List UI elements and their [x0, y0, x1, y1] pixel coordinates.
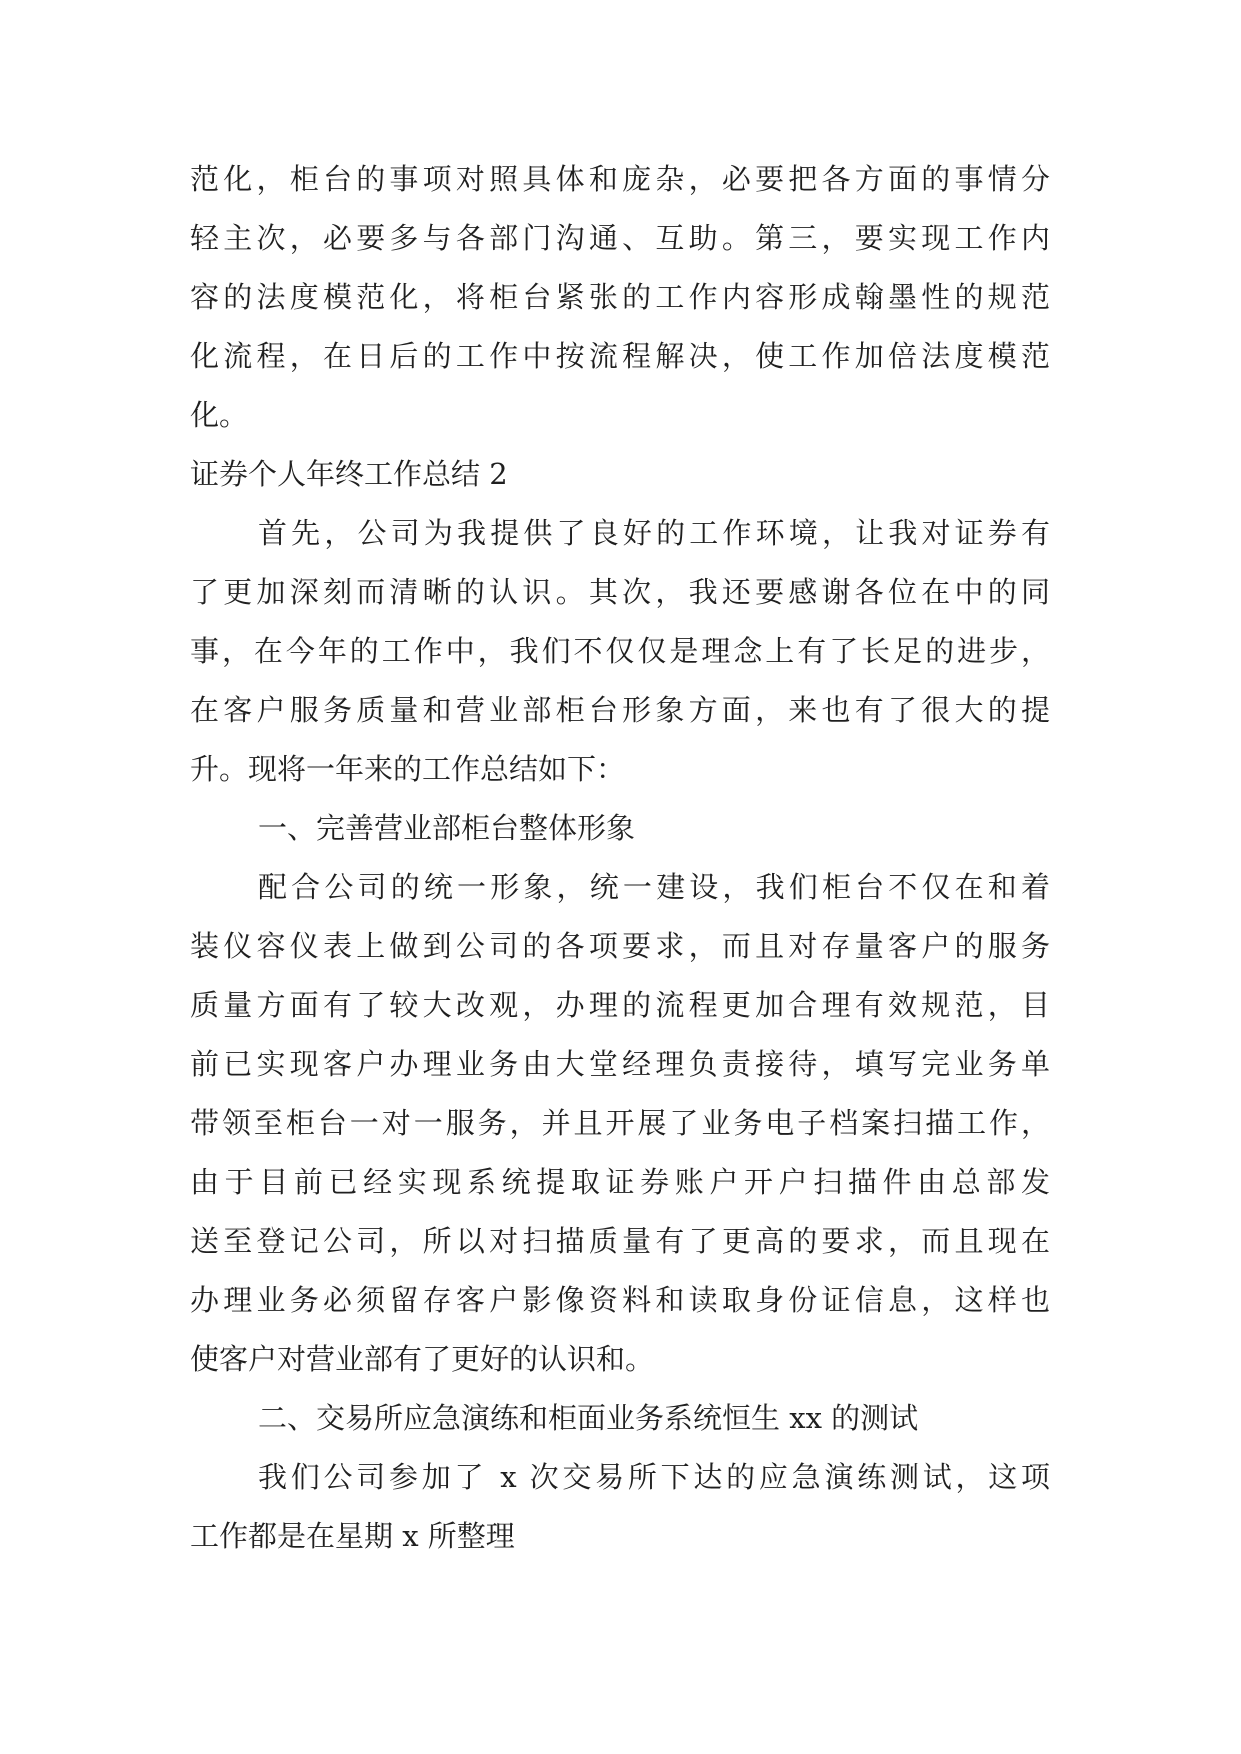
paragraph-line: 化。 — [190, 398, 249, 432]
paragraph-line: 轻主次，必要多与各部门沟通、互助。第三，要实现工作内 — [190, 221, 1050, 255]
paragraph-line: 由于目前已经实现系统提取证券账户开户扫描件由总部发 — [190, 1165, 1050, 1199]
document-body — [190, 150, 1050, 1566]
paragraph-line: 使客户对营业部有了更好的认识和。 — [190, 1342, 655, 1376]
paragraph-line: 化流程，在日后的工作中按流程解决，使工作加倍法度模范 — [190, 339, 1050, 373]
paragraph-line: 我们公司参加了 x 次交易所下达的应急演练测试，这项 — [258, 1460, 1050, 1494]
paragraph-line: 了更加深刻而清晰的认识。其次，我还要感谢各位在中的同 — [190, 575, 1050, 609]
paragraph-line: 首先，公司为我提供了良好的工作环境，让我对证券有 — [258, 516, 1050, 550]
paragraph-line: 在客户服务质量和营业部柜台形象方面，来也有了很大的提 — [190, 693, 1050, 727]
subsection-heading: 二、交易所应急演练和柜面业务系统恒生 xx 的测试 — [258, 1401, 919, 1435]
paragraph-line: 配合公司的统一形象，统一建设，我们柜台不仅在和着 — [258, 870, 1050, 904]
paragraph-line: 工作都是在星期 x 所整理 — [190, 1519, 515, 1553]
section-title: 证券个人年终工作总结 2 — [190, 457, 508, 491]
paragraph-line: 升。现将一年来的工作总结如下： — [190, 752, 626, 786]
paragraph-line: 质量方面有了较大改观，办理的流程更加合理有效规范，目 — [190, 988, 1050, 1022]
paragraph-line: 装仪容仪表上做到公司的各项要求，而且对存量客户的服务 — [190, 929, 1050, 963]
subsection-heading: 一、完善营业部柜台整体形象 — [258, 811, 636, 845]
paragraph-line: 办理业务必须留存客户影像资料和读取身份证信息，这样也 — [190, 1283, 1050, 1317]
paragraph-line: 范化，柜台的事项对照具体和庞杂，必要把各方面的事情分 — [190, 162, 1050, 196]
paragraph-line: 事，在今年的工作中，我们不仅仅是理念上有了长足的进步， — [190, 634, 1050, 668]
paragraph-line: 送至登记公司，所以对扫描质量有了更高的要求，而且现在 — [190, 1224, 1050, 1258]
paragraph-line: 前已实现客户办理业务由大堂经理负责接待，填写完业务单 — [190, 1047, 1050, 1081]
paragraph-line: 容的法度模范化，将柜台紧张的工作内容形成翰墨性的规范 — [190, 280, 1050, 314]
paragraph-line: 带领至柜台一对一服务，并且开展了业务电子档案扫描工作， — [190, 1106, 1050, 1140]
